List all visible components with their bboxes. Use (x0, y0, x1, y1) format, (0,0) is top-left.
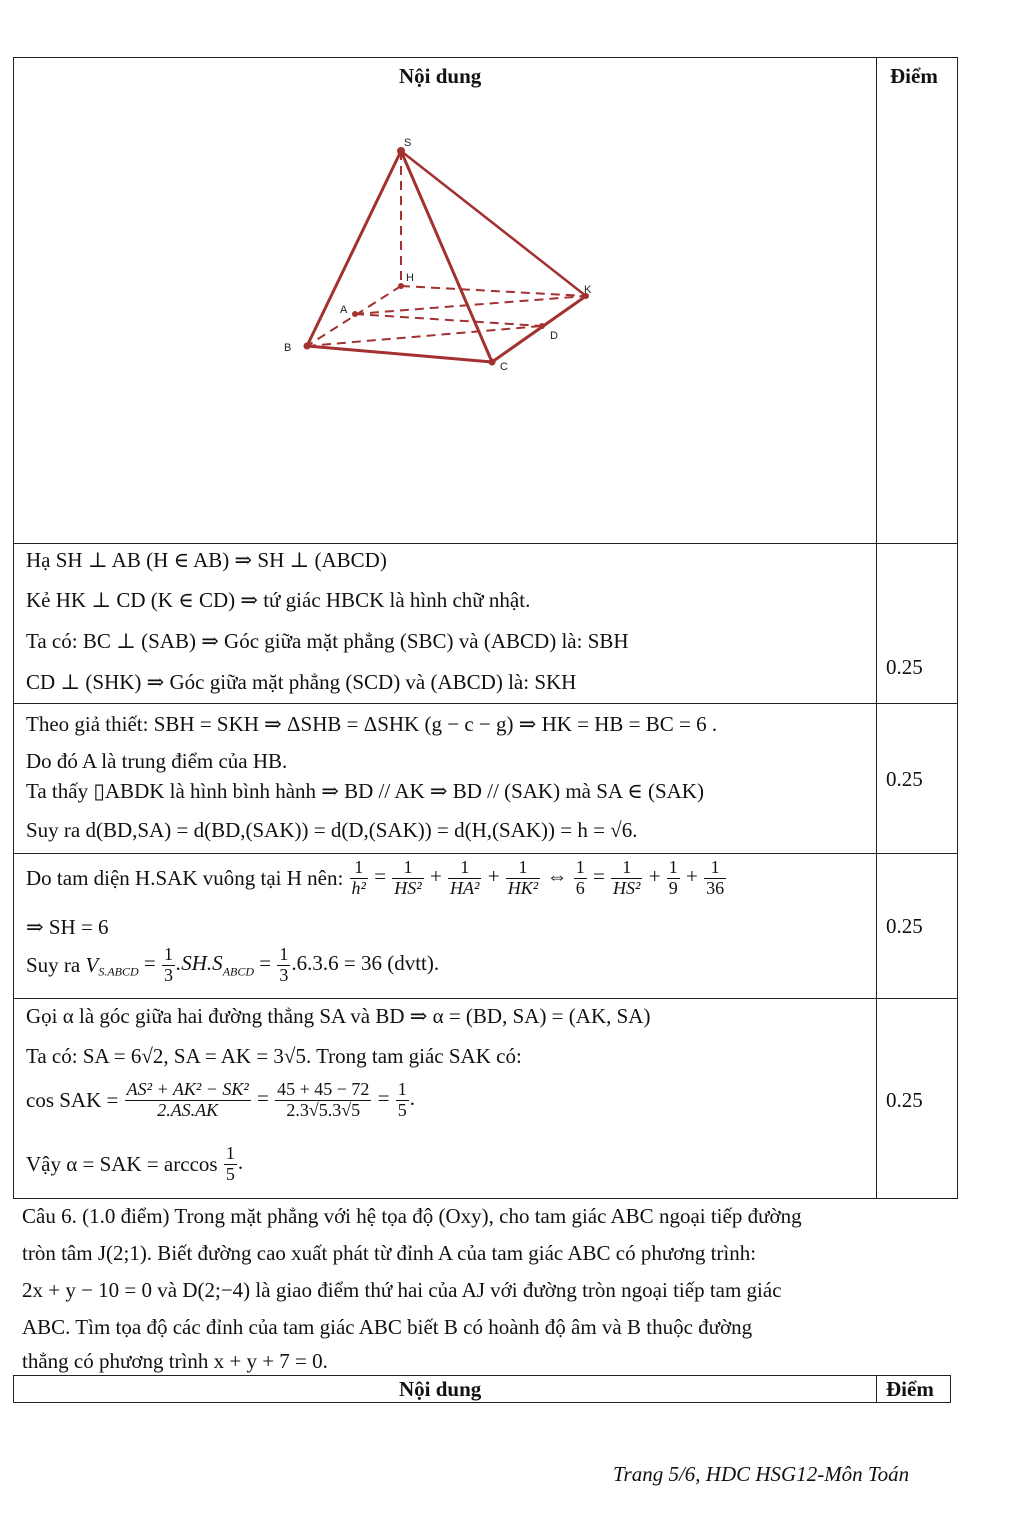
column-divider (876, 1376, 877, 1402)
frac: $\frac{1}{\text{h²}}$ (351, 857, 366, 898)
figure-label-s: S (404, 137, 412, 149)
figure-label-h: H (406, 272, 414, 284)
row2-score: 0.25 (886, 767, 923, 791)
frac: $\frac{\text{AS² + AK² − SK²}}{2.AS.AK}$ (126, 1079, 249, 1120)
frac: $\frac{1}{5}$ (225, 1143, 235, 1184)
row3-line3: Suy ra $V_{S.ABCD}$ = $\frac{1}{3}$ $.SH.S_{ABCD}$ = $\frac{1}{3}$ .6.3.6 = 36 (dvtt). (26, 944, 440, 985)
row4-line1: Gọi α là góc giữa hai đường thẳng SA và BD ⇒ α = (BD, SA) = (AK, SA) (26, 1004, 651, 1028)
row3-line1: Do tam diện H.SAK vuông tại H nên: $\frac{1}{\text{h²}}$ = $\frac{1}{\text{HS²}}$ + $\frac{1}{\text{HA²}}$ + $\frac{1}{\text{HK²}}$ ⇔ $\frac{1}{6}$ = $\frac{1}{\text{HS²}}$ + $\frac{1}{9}$ + $\frac{1}{36}$ (26, 857, 725, 898)
row1-line3: Ta có: BC ⊥ (SAB) ⇒ Góc giữa mặt phẳng (SBC) và (ABCD) là: SBH (26, 629, 629, 653)
row3-line2: ⇒ SH = 6 (26, 915, 109, 939)
question-line-2: tròn tâm J(2;1). Biết đường cao xuất phát từ đỉnh A của tam giác ABC có phương trình: (22, 1241, 757, 1265)
question-line-1: Câu 6. (1.0 điểm) Trong mặt phẳng với hệ tọa độ (Oxy), cho tam giác ABC ngoại tiếp đường (22, 1204, 802, 1228)
frac: $\frac{1}{6}$ (575, 857, 585, 898)
frac: $\frac{1}{3}$ (164, 944, 174, 985)
row1-score: 0.25 (886, 655, 923, 679)
frac: $\frac{1}{\text{HS²}}$ (394, 857, 422, 898)
column-divider (876, 58, 877, 1198)
row2-line1: Theo giả thiết: SBH = SKH ⇒ ΔSHB = ΔSHK (g − c − g) ⇒ HK = HB = BC = 6 . (26, 712, 718, 736)
frac: $\frac{1}{5}$ (397, 1079, 407, 1120)
question-line-5: thẳng có phương trình x + y + 7 = 0. (22, 1349, 328, 1373)
figure-label-k: K (584, 284, 592, 296)
row-divider (14, 543, 957, 544)
row-divider (14, 998, 957, 999)
row-divider (14, 853, 957, 854)
row-divider (14, 703, 957, 704)
row4-line4: Vậy α = SAK = arccos $\frac{1}{5}$ . (26, 1143, 244, 1184)
row2-line4: Suy ra d(BD,SA) = d(BD,(SAK)) = d(D,(SAK)) = d(H,(SAK)) = h = √6. (26, 818, 638, 842)
frac: $\frac{1}{9}$ (668, 857, 678, 898)
frac: $\frac{1}{\text{HA²}}$ (450, 857, 480, 898)
frac: $\frac{45 + 45 - 72}{2.3√5.3√5}$ (277, 1079, 370, 1120)
figure-label-d: D (550, 330, 558, 342)
header-content: Nội dung (399, 64, 482, 88)
row2-line2: Do đó A là trung điểm của HB. (26, 749, 288, 773)
row2-line3: Ta thấy ▯ABDK là hình bình hành ⇒ BD // AK ⇒ BD // (SAK) mà SA ∈ (SAK) (26, 779, 704, 803)
row1-line2: Kẻ HK ⊥ CD (K ∈ CD) ⇒ tứ giác HBCK là hình chữ nhật. (26, 588, 531, 612)
frac: $\frac{1}{36}$ (706, 857, 725, 898)
question-line-3: 2x + y − 10 = 0 và D(2;−4) là giao điểm thứ hai của AJ với đường tròn ngoại tiếp tam giác (22, 1278, 782, 1302)
figure-label-b: B (284, 342, 292, 354)
row4-line3: cos SAK = $\frac{\text{AS² + AK² − SK²}}{2.AS.AK}$ = $\frac{45 + 45 - 72}{2.3√5.3√5}$ = $\frac{1}{5}$ . (26, 1079, 416, 1120)
frac: $\frac{1}{\text{HS²}}$ (613, 857, 641, 898)
frac: $\frac{1}{\text{HK²}}$ (507, 857, 539, 898)
header-score: Điểm (890, 64, 938, 88)
row4-line2: Ta có: SA = 6√2, SA = AK = 3√5. Trong tam giác SAK có: (26, 1044, 522, 1068)
header-content: Nội dung (399, 1377, 482, 1401)
row1-line1: Hạ SH ⊥ AB (H ∈ AB) ⇒ SH ⊥ (ABCD) (26, 548, 387, 572)
header-score: Điểm (886, 1377, 934, 1401)
question-paragraph (22, 1198, 964, 1376)
row1-line4: CD ⊥ (SHK) ⇒ Góc giữa mặt phẳng (SCD) và (ABCD) là: SKH (26, 670, 577, 694)
page-footer: Trang 5/6, HDC HSG12-Môn Toán (613, 1462, 910, 1486)
row3-text: Do tam diện H.SAK vuông tại H nên: (26, 865, 344, 890)
question-line-4: ABC. Tìm tọa độ các đỉnh của tam giác ABC biết B có hoành độ âm và B thuộc đường (22, 1315, 753, 1339)
pyramid-figure (14, 58, 876, 543)
figure-label-a: A (340, 304, 348, 316)
row4-score: 0.25 (886, 1088, 923, 1112)
figure-label-c: C (500, 361, 508, 373)
row3-score: 0.25 (886, 914, 923, 938)
answer-table-header (13, 1375, 951, 1403)
solution-table (13, 57, 958, 1199)
frac: $\frac{1}{3}$ (279, 944, 289, 985)
